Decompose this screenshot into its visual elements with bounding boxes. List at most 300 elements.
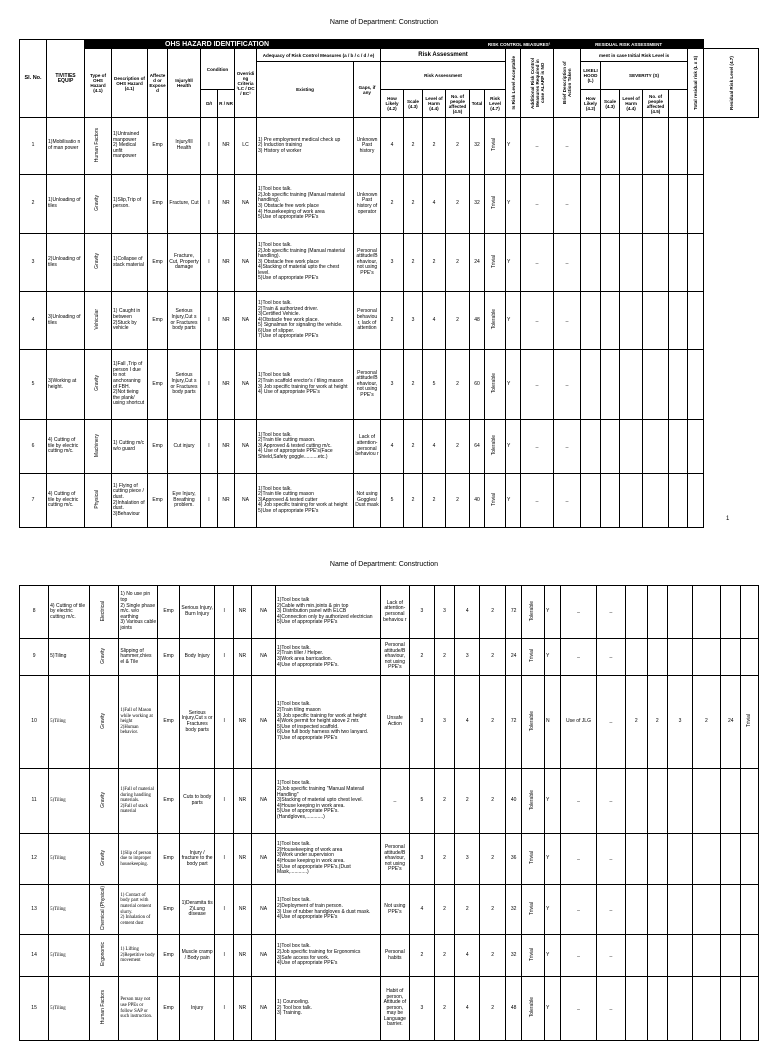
residual-level-of-harm-cell <box>620 420 643 474</box>
residual-level-of-harm-cell <box>668 639 693 676</box>
residual-how-likely-cell <box>581 175 601 234</box>
acceptable-cell: Y <box>506 118 521 175</box>
header-res-how-likely: How Likely (4.2) <box>581 90 601 118</box>
total-cell: 32 <box>506 935 522 977</box>
injury-cell: Serious Injury,Cut s or Fractures body parts <box>179 676 215 769</box>
activity-cell: 5)Tiling <box>49 977 90 1041</box>
additional-controls-cell: _ <box>561 935 597 977</box>
header-d-i: D/I <box>201 90 218 118</box>
activity-cell: 5)Tiling <box>49 769 90 834</box>
overriding-cell: NA <box>252 834 276 885</box>
existing-controls-cell: 1)Tool box talk. 2)Job specific training (Manual material handling). 3) Obstacle free work place 4) Housekeeping of work area 5)Use of appropriate PPE's <box>257 175 354 234</box>
header-risk-assessment-sub: Risk Assessment <box>381 62 506 90</box>
overriding-cell: LC <box>235 118 257 175</box>
residual-level-of-harm-cell <box>620 350 643 420</box>
additional-controls-cell: _ <box>521 474 554 528</box>
level-of-harm-cell: 4 <box>455 977 480 1041</box>
risk-level-cell: Tolerable <box>491 373 498 394</box>
table-row <box>20 234 759 292</box>
total-cell: 32 <box>506 885 522 935</box>
header-injury: Injury/Ill Health <box>168 49 201 118</box>
residual-total-cell <box>669 118 688 175</box>
level-of-harm-cell: 4 <box>455 676 480 769</box>
hazard-type-cell: Vehicular <box>94 308 101 330</box>
level-of-harm-cell: 2 <box>455 885 480 935</box>
overriding-cell: NA <box>252 885 276 935</box>
risk-level-cell: Trivial <box>491 196 498 210</box>
residual-scale-cell <box>647 935 668 977</box>
overriding-cell: NA <box>235 350 257 420</box>
residual-how-likely-cell <box>581 292 601 350</box>
sl-no-cell: 5 <box>20 350 47 420</box>
d-i-cell: I <box>201 175 218 234</box>
residual-no-of-people-cell <box>692 769 720 834</box>
header-residual-risk-level: Residual Risk Level (4.7) <box>728 55 734 110</box>
header-how-likely: How Likely (4.2) <box>381 90 404 118</box>
residual-scale-cell <box>647 769 668 834</box>
injury-cell: Muscle cramp / Body pain <box>179 935 215 977</box>
hazard-type-cell: Gravity <box>100 849 107 866</box>
header-existing: Existing <box>257 62 354 118</box>
total-cell: 48 <box>506 977 522 1041</box>
activity-cell: 5)Tiling <box>49 834 90 885</box>
existing-controls-cell: 1)Tool box talk 2)Cable with min.joints & pin top 3) Distribution panel with ELCB 4)Connection only by authorized electrician 5)Use of appropriate PPE's <box>275 586 380 639</box>
r-nr-cell: NR <box>218 118 235 175</box>
residual-scale-cell <box>647 586 668 639</box>
header-risk-assessment: Risk Assessment <box>381 49 506 62</box>
r-nr-cell: NR <box>218 292 235 350</box>
description-cell: 1) Contact of body part with material cement slurry. 2) Inhalation of cement dust <box>119 885 158 935</box>
scale-cell: 2 <box>404 234 423 292</box>
d-i-cell: I <box>201 292 218 350</box>
additional-controls-cell: _ <box>561 977 597 1041</box>
d-i-cell: I <box>201 118 218 175</box>
residual-level-of-harm-cell: 3 <box>668 676 693 769</box>
acceptable-cell: Y <box>506 350 521 420</box>
d-i-cell: I <box>215 586 233 639</box>
total-cell: 24 <box>506 639 522 676</box>
acceptable-cell: Y <box>506 474 521 528</box>
acceptable-cell: Y <box>506 175 521 234</box>
residual-total-cell <box>669 420 688 474</box>
header-level-of-harm: Level of Harm (4.4) <box>423 90 446 118</box>
r-nr-cell: NR <box>233 676 251 769</box>
d-i-cell: I <box>215 769 233 834</box>
injury-cell: Eye Injury, Breathing problem. <box>168 474 201 528</box>
affected-cell: Emp <box>148 292 168 350</box>
additional-controls-cell: Use of JLG <box>561 676 597 769</box>
description-cell: 1)Collapse of stack material <box>112 234 148 292</box>
description-cell: 1) Caught in between 2)Stuck by vehicle <box>112 292 148 350</box>
activity-cell: 3)Unloading of tiles <box>47 292 85 350</box>
gaps-cell: Habit of person, Attitude of person, may be Language barrier. <box>380 977 409 1041</box>
no-of-people-cell: 2 <box>446 292 470 350</box>
additional-controls-cell: _ <box>521 234 554 292</box>
existing-controls-cell: 1)Tool box talk. 2)Job specific training "Manual Materail Handling" 3)Stacking of material upto chest level. 4)House keeping in work area. 5)Use of appropriate PPE's. (Handgloves,............) <box>275 769 380 834</box>
how-likely-cell: 3 <box>409 586 434 639</box>
residual-total-cell <box>669 234 688 292</box>
total-cell: 32 <box>470 118 485 175</box>
sl-no-cell: 4 <box>20 292 47 350</box>
hazard-type-cell: Gravity <box>94 194 101 211</box>
residual-scale-cell <box>601 118 620 175</box>
table-row <box>20 474 759 528</box>
description-cell: 1) No use pin top 2) Single phase m/c. w/o earthing 3) Various cable joints <box>119 586 158 639</box>
residual-no-of-people-cell <box>643 350 669 420</box>
brief-description-cell: _ <box>554 118 581 175</box>
residual-scale-cell <box>647 885 668 935</box>
activity-cell: 5)Tiling <box>49 885 90 935</box>
description-cell: 1)Untrained manpower 2) Medical unfit manpower <box>112 118 148 175</box>
injury-cell: Cut injury <box>168 420 201 474</box>
description-cell: Person may not use PPEs or follow SAP or such instruction. <box>119 977 158 1041</box>
affected-cell: Emp <box>158 769 180 834</box>
affected-cell: Emp <box>158 676 180 769</box>
total-cell: 72 <box>506 676 522 769</box>
description-cell: 1)Fall ,Trip of person I due to not anchoraning of FBH. 2)Not tieing the plank/ using shortcut <box>112 350 148 420</box>
level-of-harm-cell: 4 <box>455 935 480 977</box>
gaps-cell: _ <box>380 769 409 834</box>
header-affected: Affecte d or Exposed <box>148 49 168 118</box>
scale-cell: 3 <box>434 676 455 769</box>
activity-cell: 1)Mobilisatio n of man power <box>47 118 85 175</box>
no-of-people-cell: 2 <box>480 977 506 1041</box>
gaps-cell: Unknown Past history of operator <box>354 175 381 234</box>
r-nr-cell: NR <box>233 885 251 935</box>
injury-cell: Injury <box>179 977 215 1041</box>
header-additional-controls: Additional Risk Control Measures Required in case ALARP is NO <box>529 56 545 109</box>
level-of-harm-cell: 2 <box>423 234 446 292</box>
how-likely-cell: 2 <box>409 639 434 676</box>
injury-cell: Cuts to body parts <box>179 769 215 834</box>
residual-no-of-people-cell <box>692 977 720 1041</box>
existing-controls-cell: 1)Tool box talk 2)Train scaffold erector's / tiling mason 3) Job specific training for work at height 4) Use of appropriate PPE's <box>257 350 354 420</box>
residual-scale-cell: 2 <box>647 676 668 769</box>
activity-cell: 5)Tiling <box>49 935 90 977</box>
brief-description-cell: _ <box>596 885 625 935</box>
risk-level-cell: Trivial <box>529 649 536 663</box>
brief-description-cell: _ <box>554 474 581 528</box>
scale-cell: 2 <box>434 935 455 977</box>
additional-controls-cell: _ <box>521 420 554 474</box>
acceptable-cell: Y <box>544 885 560 935</box>
residual-how-likely-cell <box>625 977 647 1041</box>
no-of-people-cell: 2 <box>446 175 470 234</box>
header-overriding: Overriding Criteria ¹LC / DC / EC¹ <box>235 49 257 118</box>
acceptable-cell: Y <box>506 234 521 292</box>
sl-no-cell: 1 <box>20 118 47 175</box>
affected-cell: Emp <box>158 639 180 676</box>
additional-controls-cell: _ <box>521 118 554 175</box>
activity-cell: 5)Tiling <box>49 676 90 769</box>
additional-controls-cell: _ <box>521 175 554 234</box>
level-of-harm-cell: 4 <box>423 420 446 474</box>
total-cell: 60 <box>470 350 485 420</box>
description-cell: 1) Lifting 2)Repetitive body movement <box>119 935 158 977</box>
hazard-type-cell: Human Factors <box>100 990 107 1025</box>
hazard-table-page1 <box>19 39 759 528</box>
scale-cell: 2 <box>434 885 455 935</box>
no-of-people-cell: 2 <box>480 935 506 977</box>
brief-description-cell: _ <box>554 292 581 350</box>
table-row <box>20 420 759 474</box>
acceptable-cell: Y <box>544 935 560 977</box>
table-row <box>20 586 759 639</box>
injury-cell: Body Injury <box>179 639 215 676</box>
table-row <box>20 639 759 676</box>
residual-no-of-people-cell <box>643 234 669 292</box>
description-cell: 1) Cutting m/c w/o guard <box>112 420 148 474</box>
header-activities: TIVITIES EQUIP <box>47 40 85 118</box>
risk-level-cell: Trivial <box>491 254 498 268</box>
overriding-cell: NA <box>235 420 257 474</box>
brief-description-cell: _ <box>596 977 625 1041</box>
risk-level-cell: Tolerable <box>529 789 536 810</box>
injury-cell: 1)Deramita tis 2)Lung disease <box>179 885 215 935</box>
acceptable-cell: Y <box>544 586 560 639</box>
header-risk-level-acceptable: Is Risk Level Acceptable <box>510 55 516 110</box>
how-likely-cell: 2 <box>381 175 404 234</box>
header-total: Total <box>470 90 485 118</box>
residual-how-likely-cell <box>625 769 647 834</box>
no-of-people-cell: 2 <box>480 769 506 834</box>
affected-cell: Emp <box>148 474 168 528</box>
existing-controls-cell: 1)Tool box talk. 2)Train tile cutting mason. 3) Approved & tested cutting m/c. 4) Use of appropriate PPE's(Face Shield,Safety goggle..........etc.) <box>257 420 354 474</box>
r-nr-cell: NR <box>233 639 251 676</box>
risk-level-cell: Tolerable <box>529 710 536 731</box>
residual-total-cell <box>669 474 688 528</box>
page-number: 1 <box>726 516 730 522</box>
overriding-cell: NA <box>235 175 257 234</box>
overriding-cell: NA <box>252 676 276 769</box>
risk-level-cell: Trivial <box>529 901 536 915</box>
sl-no-cell: 10 <box>20 676 49 769</box>
risk-level-cell: Trivial <box>491 492 498 506</box>
header-brief-description: Brief Description of Action Taken <box>562 61 573 104</box>
d-i-cell: I <box>215 885 233 935</box>
residual-total-cell <box>720 935 741 977</box>
scale-cell: 2 <box>404 118 423 175</box>
residual-no-of-people-cell <box>643 175 669 234</box>
gaps-cell: Personal attitude/B ehaviour, not using PPE's <box>380 834 409 885</box>
existing-controls-cell: 1) Counceling. 2) Tool box talk. 3) Training. <box>275 977 380 1041</box>
how-likely-cell: 3 <box>381 350 404 420</box>
how-likely-cell: 3 <box>409 676 434 769</box>
how-likely-cell: 5 <box>381 474 404 528</box>
how-likely-cell: 2 <box>381 292 404 350</box>
residual-scale-cell <box>647 977 668 1041</box>
scale-cell: 2 <box>434 834 455 885</box>
acceptable-cell: Y <box>544 834 560 885</box>
injury-cell: Serious Injury,Cut s or Fractures body parts <box>168 350 201 420</box>
r-nr-cell: NR <box>218 420 235 474</box>
affected-cell: Emp <box>148 350 168 420</box>
residual-how-likely-cell <box>625 586 647 639</box>
overriding-cell: NA <box>235 474 257 528</box>
residual-how-likely-cell: 2 <box>625 676 647 769</box>
r-nr-cell: NR <box>218 474 235 528</box>
injury-cell: Fracture, Cut, Property damage <box>168 234 201 292</box>
header-adequacy: Adequacy of Risk Control Measures (a / b / c / d / e) <box>257 49 381 62</box>
additional-controls-cell: _ <box>561 586 597 639</box>
risk-level-cell: Tolerable <box>491 309 498 330</box>
brief-description-cell: _ <box>554 175 581 234</box>
r-nr-cell: NR <box>218 175 235 234</box>
injury-cell: Injury / fracture to the body part <box>179 834 215 885</box>
activity-cell: 4) Cutting of tile by electric cutting m/c. <box>47 474 85 528</box>
gaps-cell: Lack of attention-personal behaviou r <box>354 420 381 474</box>
overriding-cell: NA <box>252 769 276 834</box>
table-row <box>20 118 759 175</box>
existing-controls-cell: 1)Tool box talk. 2)Train tiling mason 3) Job specific training for work at height 4)Work permit for height above 2 mtr. 5)Use of inspected scaffold. 6)Use full body harness with two lanyard. 7)Use of appropriate PPE's <box>275 676 380 769</box>
gaps-cell: Lack of attention-personal behaviou r <box>380 586 409 639</box>
table-row <box>20 350 759 420</box>
d-i-cell: I <box>215 676 233 769</box>
total-cell: 32 <box>470 175 485 234</box>
header-total-residual: Total residual risk (L x S) <box>693 55 699 110</box>
sl-no-cell: 15 <box>20 977 49 1041</box>
residual-risk-level-cell: Trivial <box>745 714 752 728</box>
residual-scale-cell <box>601 474 620 528</box>
hazard-table-page2 <box>19 585 759 1041</box>
acceptable-cell: Y <box>506 420 521 474</box>
total-cell: 40 <box>470 474 485 528</box>
header-residual-risk-assessment: RESIDUAL RISK ASSESSMENT <box>554 40 704 49</box>
residual-how-likely-cell <box>581 118 601 175</box>
header-res-level-of-harm: Level of Harm (4.4) <box>620 90 643 118</box>
affected-cell: Emp <box>148 118 168 175</box>
level-of-harm-cell: 2 <box>455 769 480 834</box>
residual-level-of-harm-cell <box>668 935 693 977</box>
hazard-type-cell: Gravity <box>100 647 107 664</box>
level-of-harm-cell: 4 <box>423 292 446 350</box>
page-title-2: Name of Department: Construction <box>329 561 439 568</box>
risk-level-cell: Tolerable <box>529 997 536 1018</box>
gaps-cell: Unknown Past history <box>354 118 381 175</box>
sl-no-cell: 7 <box>20 474 47 528</box>
activity-cell: 4) Cutting of tile by electric cutting m/c. <box>49 586 90 639</box>
brief-description-cell: _ <box>596 935 625 977</box>
brief-description-cell: _ <box>596 834 625 885</box>
total-cell: 64 <box>470 420 485 474</box>
header-type-of-hazard: Type of OHS Hazard (4.1) <box>85 49 112 118</box>
risk-level-cell: Trivial <box>529 851 536 865</box>
sl-no-cell: 12 <box>20 834 49 885</box>
table-row <box>20 977 759 1041</box>
gaps-cell: Unsafe Action <box>380 676 409 769</box>
r-nr-cell: NR <box>218 234 235 292</box>
existing-controls-cell: 1)Tool box talk. 2)Housekeeping of work area 3)Work under supervision 4)House keeping in work area. 5)Use of appropriate PPE's.(Dust Mask,............) <box>275 834 380 885</box>
activity-cell: 2)Unloading of tiles <box>47 234 85 292</box>
brief-description-cell: _ <box>554 420 581 474</box>
total-cell: 40 <box>506 769 522 834</box>
hazard-type-cell: Gravity <box>100 712 107 729</box>
level-of-harm-cell: 3 <box>455 639 480 676</box>
residual-no-of-people-cell <box>692 935 720 977</box>
residual-total-cell <box>720 639 741 676</box>
risk-level-cell: Tolerable <box>529 600 536 621</box>
header-res-scale: Scale (4.3) <box>601 90 620 118</box>
header-sl-no: Sl. No. <box>20 40 47 118</box>
gaps-cell: Personal habits <box>380 935 409 977</box>
existing-controls-cell: 1)Tool box talk. 2)Job specific training (Manual material handling). 3) Obstacle free work place 4)Stacking of material upto the chest level. 5)Use of appropriate PPE's <box>257 234 354 292</box>
hazard-type-cell: Gravity <box>94 375 101 392</box>
affected-cell: Emp <box>148 234 168 292</box>
scale-cell: 2 <box>404 350 423 420</box>
residual-scale-cell <box>601 175 620 234</box>
table-row <box>20 885 759 935</box>
scale-cell: 2 <box>434 639 455 676</box>
how-likely-cell: 3 <box>409 834 434 885</box>
residual-level-of-harm-cell <box>668 885 693 935</box>
affected-cell: Emp <box>158 977 180 1041</box>
scale-cell: 2 <box>434 769 455 834</box>
level-of-harm-cell: 2 <box>423 474 446 528</box>
hazard-type-cell: Electrical <box>100 600 107 621</box>
residual-scale-cell <box>647 834 668 885</box>
residual-level-of-harm-cell <box>620 118 643 175</box>
affected-cell: Emp <box>148 175 168 234</box>
no-of-people-cell: 2 <box>446 474 470 528</box>
page-title: Name of Department: Construction <box>329 19 439 26</box>
overriding-cell: NA <box>252 977 276 1041</box>
no-of-people-cell: 2 <box>480 834 506 885</box>
description-cell: 1)Fall of Mason while working at height 2)Human behavior. <box>119 676 158 769</box>
sl-no-cell: 14 <box>20 935 49 977</box>
residual-no-of-people-cell <box>643 292 669 350</box>
residual-scale-cell <box>647 639 668 676</box>
injury-cell: Injury/Ill Health <box>168 118 201 175</box>
table-row <box>20 769 759 834</box>
existing-controls-cell: 1) Pre employment medical check up 2) Induction training 3) History of worker <box>257 118 354 175</box>
description-cell: 1)Fall of material during handling materials. 2)Fall of stack material <box>119 769 158 834</box>
overriding-cell: NA <box>252 586 276 639</box>
activity-cell: 3)Working at height. <box>47 350 85 420</box>
acceptable-cell: Y <box>506 292 521 350</box>
activity-cell: 5)Tiling <box>49 639 90 676</box>
scale-cell: 2 <box>404 474 423 528</box>
hazard-type-cell: Gravity <box>94 253 101 270</box>
how-likely-cell: 3 <box>381 234 404 292</box>
gaps-cell: Personal behaviou r, lack of attention <box>354 292 381 350</box>
residual-total-cell <box>720 586 741 639</box>
header-in-case: ment in case Initial Risk Level is <box>581 49 688 62</box>
existing-controls-cell: 1)Tool box talk. 2)Deployment of train person. 3) Use of rubber handgloves & dust mask. 4)Use of appropriate PPE's <box>275 885 380 935</box>
table-row <box>20 834 759 885</box>
header-gaps: Gaps, if any <box>354 62 381 118</box>
residual-level-of-harm-cell <box>620 175 643 234</box>
hazard-type-cell: Machinery <box>94 433 101 457</box>
header-res-likelihood: LIKELI HOOD (L) <box>581 62 601 90</box>
additional-controls-cell: _ <box>521 350 554 420</box>
header-description: Description of OHS Hazard (4.1) <box>112 49 148 118</box>
hazard-type-cell: Human Factors <box>94 127 101 162</box>
description-cell: Slipping of hammer,chies el & Tile <box>119 639 158 676</box>
how-likely-cell: 5 <box>409 769 434 834</box>
how-likely-cell: 4 <box>409 885 434 935</box>
residual-how-likely-cell <box>581 420 601 474</box>
total-cell: 36 <box>506 834 522 885</box>
residual-level-of-harm-cell <box>620 474 643 528</box>
residual-no-of-people-cell <box>692 834 720 885</box>
gaps-cell: Not using Goggles/ Dust mask <box>354 474 381 528</box>
header-risk-level: Risk Level (4.7) <box>485 90 506 118</box>
sl-no-cell: 3 <box>20 234 47 292</box>
residual-level-of-harm-cell <box>668 977 693 1041</box>
d-i-cell: I <box>201 234 218 292</box>
how-likely-cell: 2 <box>409 935 434 977</box>
affected-cell: Emp <box>148 420 168 474</box>
